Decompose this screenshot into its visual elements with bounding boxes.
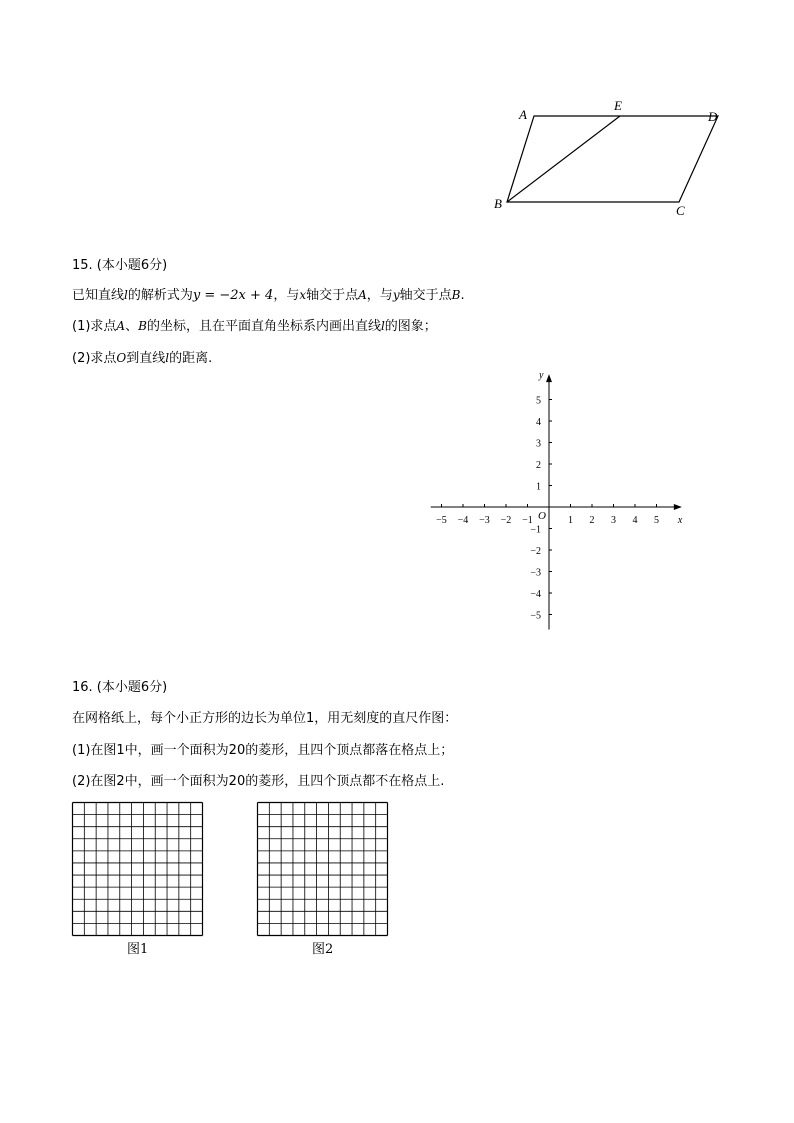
q15-stem-text-1: 已知直线 xyxy=(72,288,125,303)
x-tick-label: −5 xyxy=(436,515,447,526)
x-tick-label: 5 xyxy=(654,515,659,526)
y-tick-label: 4 xyxy=(536,417,541,428)
q16-header: 16. (本小题6分) xyxy=(72,680,168,695)
label-b: B xyxy=(494,196,502,211)
q15-stem-var-l: l xyxy=(124,288,128,302)
grid-figure-2 xyxy=(257,802,388,936)
q15-stem-var-x: x xyxy=(299,288,307,302)
x-tick-label: 4 xyxy=(632,515,638,526)
parallelogram-abcd xyxy=(507,116,718,202)
label-d: D xyxy=(708,109,718,124)
x-tick-label: 2 xyxy=(589,515,595,526)
y-tick-label: 1 xyxy=(536,481,541,493)
q15-stem-var-y: y xyxy=(392,288,400,302)
y-tick-label: 5 xyxy=(536,395,541,407)
q15-part2-var-l: l xyxy=(165,351,170,365)
q15-stem-text-2: 的解析式为 xyxy=(127,288,193,303)
y-axis-arrow xyxy=(546,374,552,382)
y-tick-label: 2 xyxy=(536,460,541,471)
label-e: E xyxy=(614,98,622,113)
q15-stem-text-5: ，与 xyxy=(366,288,393,303)
q15-equation: y = −2x + 4 xyxy=(192,288,274,303)
q15-part1-var-l: l xyxy=(380,319,385,333)
y-tick-label: −5 xyxy=(530,610,541,622)
q16-part2: (2)在图2中，画一个面积为20的菱形，且四个顶点都不在格点上. xyxy=(72,774,445,789)
fig2-caption: 图2 xyxy=(312,942,334,957)
y-tick-label: −4 xyxy=(530,589,541,600)
q15-stem-text-4: 轴交于点 xyxy=(306,288,359,303)
y-tick-label: −2 xyxy=(530,546,541,557)
fig1-caption: 图1 xyxy=(127,942,149,957)
y-axis-label: y xyxy=(539,370,544,382)
q15-part1-text-3: 的坐标，且在平面直角坐标系内画出直线 xyxy=(146,319,381,334)
x-tick-label: −2 xyxy=(500,515,512,526)
q15-part1-text-2: 、 xyxy=(125,319,139,334)
label-a: A xyxy=(519,107,527,122)
origin-label: O xyxy=(538,510,546,522)
y-tick-label: −3 xyxy=(530,567,541,579)
parallelogram-figure xyxy=(485,92,725,222)
q15-part1-text-4: 的图象； xyxy=(384,319,437,334)
q15-stem-point-a: A xyxy=(358,288,367,302)
x-tick-label: 3 xyxy=(611,515,616,526)
x-axis-arrow xyxy=(674,504,682,510)
q15-stem-point-b: B xyxy=(451,288,461,302)
q15-part2-text-3: 的距离. xyxy=(169,351,213,366)
q15-part1-text-1: (1)求点 xyxy=(72,319,117,334)
coordinate-axes xyxy=(420,370,683,645)
label-c: C xyxy=(676,203,685,218)
segment-be xyxy=(507,116,620,202)
q16-part1: (1)在图1中，画一个面积为20的菱形，且四个顶点都落在格点上； xyxy=(72,743,454,758)
x-axis-label: x xyxy=(677,515,683,526)
y-tick-label: 3 xyxy=(536,438,541,450)
y-tick-label: −1 xyxy=(530,524,541,536)
q15-part1-point-b: B xyxy=(138,319,147,333)
x-tick-label: −3 xyxy=(479,515,490,526)
q15-part1-point-a: A xyxy=(116,319,126,333)
x-tick-label: −4 xyxy=(457,515,469,526)
q15-part1 xyxy=(72,317,437,336)
q15-stem-text-3: ，与 xyxy=(273,288,300,303)
q15-part2 xyxy=(72,349,212,368)
q15-stem-text-7: . xyxy=(460,288,465,303)
x-tick-label: 1 xyxy=(568,515,573,526)
q15-stem xyxy=(72,286,465,305)
x-tick-label: −1 xyxy=(522,515,533,526)
q16-stem: 在网格纸上，每个小正方形的边长为单位1，用无刻度的直尺作图： xyxy=(72,711,458,726)
grid-figure-1 xyxy=(72,802,203,936)
q15-stem-text-6: 轴交于点 xyxy=(399,288,452,303)
q15-part2-point-o: O xyxy=(116,351,127,365)
q15-header: 15. (本小题6分) xyxy=(72,258,168,273)
q15-part2-text-1: (2)求点 xyxy=(72,351,117,366)
q15-part2-text-2: 到直线 xyxy=(126,351,166,366)
